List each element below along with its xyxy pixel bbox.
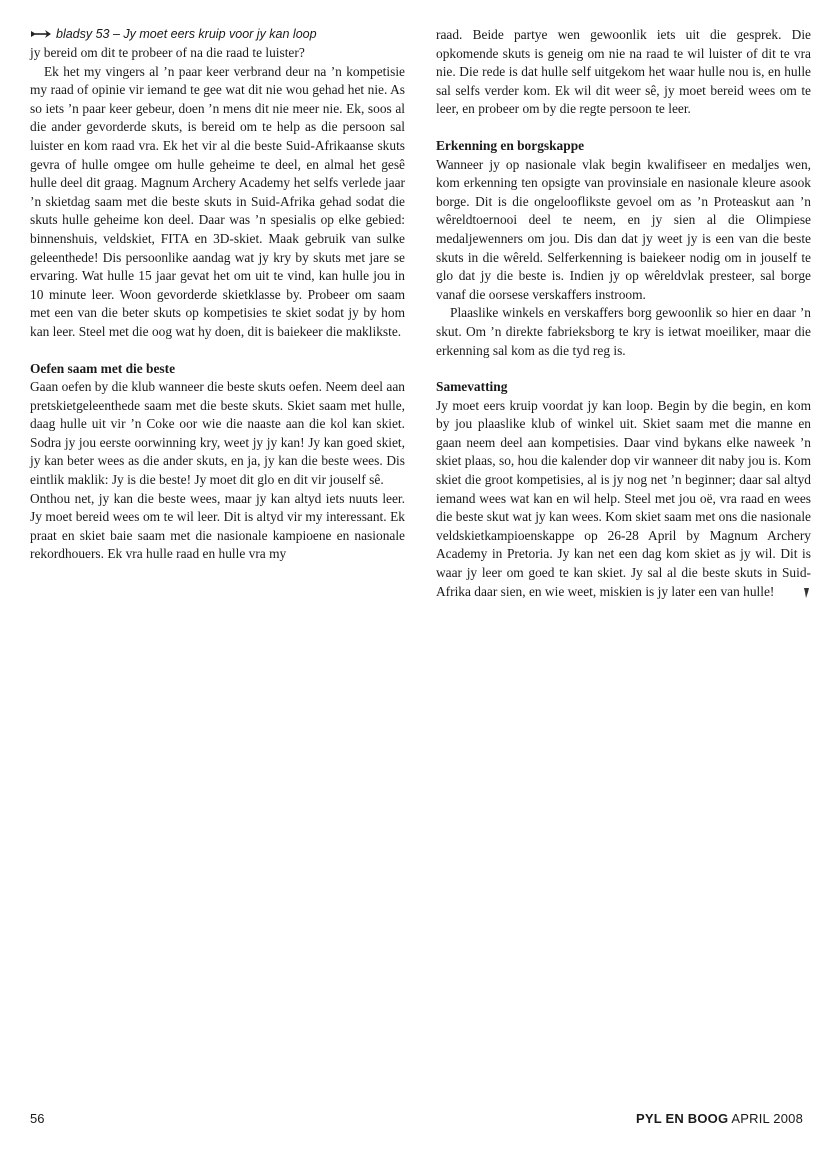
- running-head-text: bladsy 53 – Jy moet eers kruip voor jy kan loop: [56, 27, 317, 41]
- section-heading: Oefen saam met die beste: [30, 360, 176, 376]
- paragraph-text: Jy moet eers kruip voordat jy kan loop. Begin by die begin, en kom by jou plaaslike klub of winkel uit. Skiet saam met die manne en gaan neem deel aan kompetisies. Daar vind bykans elke naweek ’n skiet plaas, so, hou die kalender dop vir wanneer dit naby jou is. Kom skiet die groot kompetisies, al is jy nog net ’n beginner; daar sal altyd iemand wees wat kan en wil help. Steel met jou oë, vra raad en wees die beste skut wat jy kan wees. Kom skiet saam met ons die nasionale veldskietkampioenskappe op 26-28 April by Magnum Archery Academy in Pretoria. Jy kan net een dag kom skiet as jy wil. Dit is waar jy leer om goed te kan skiet. Jy sal al die beste skuts in Suid-Afrika daar sien, en wie weet, miskien is jy later een van hulle!: [436, 397, 811, 599]
- section-heading: Erkenning en borgskappe: [436, 137, 585, 153]
- page-number: 56: [30, 1111, 45, 1126]
- footer-magazine: [636, 1111, 803, 1126]
- paragraph: Wanneer jy op nasionale vlak begin kwalifiseer en medaljes wen, kom erkenning ten opsigte van provinsiale en nasionale kleure asook borge. Dit is die ongelooflikste gevoel om as ’n Proteaskut aan ’n wêreldtoernooi deel te neem, en jy sien al die Olimpiese medaljewenners om jou. Dis dan dat jy weet jy is een van die beste skuts in die wêreld. Selferkenning is baiekeer nodig om in jouself te glo dat jy die beste is. Indien jy op wêreldvlak presteer, sal borge vanaf die oorsese verskaffers instroom.: [436, 156, 811, 302]
- arrow-end-icon: [801, 587, 811, 599]
- running-head: [30, 26, 405, 42]
- issue-date: APRIL 2008: [728, 1111, 803, 1126]
- paragraph: raad. Beide partye wen gewoonlik iets uit die gesprek. Die opkomende skuts is geneig om nie na raad te wil luister of dit te vra nie. Die rede is dat hulle self uitgekom het waar hulle nou is, en hulle sal selfs verder kom. Ek wil dit weer sê, jy moet bereid wees om te leer, en probeer om by die regte persoon te leer.: [436, 27, 811, 117]
- left-column: [30, 26, 405, 564]
- magazine-name: PYL EN BOOG: [636, 1111, 729, 1126]
- paragraph: Ek het my vingers al ’n paar keer verbrand deur na ’n kompetisie my raad of opinie vir iemand te gee wat dit nie wou gehad het nie. As so iets ’n paar keer gebeur, doen ’n mens dit nie meer nie. Ek, soos al die ander gevorderde skuts, is bereid om te help as die persoon sal luister en kom raad vra. Ek het vir al die beste Suid-Afrikaanse skuts gevra of hulle omgee om hulle geheime te deel, en almal het gesê hulle deel dit graag. Magnum Archery Academy het selfs verlede jaar ’n skietdag saam met die beste skuts in Suid-Afrika gehad sodat die skuts hulle geheime kon deel. Daar was ’n spesialis op elke gebied: binnenshuis, veldskiet, FITA en 3D-skiet. Maak gebruik van sulke geleenthede! Dis persoonlike aandag wat jy kry by skuts met jare se ervaring. Wat hulle 15 jaar gevat het om uit te vind, kan hulle jou in 10 minute leer. Woon gevorderde skietklasse by. Probeer om saam met een van die beter skuts op kompetisies te skiet sodat jy by hom kan leer. Steel met die oog wat hy doen, dit is baiekeer die maklikste.: [30, 63, 405, 339]
- arrow-icon: [30, 29, 52, 39]
- paragraph-last: [436, 397, 811, 602]
- paragraph: jy bereid om dit te probeer of na die raad te luister?: [30, 45, 305, 60]
- paragraph: Plaaslike winkels en verskaffers borg gewoonlik so hier en daar ’n skut. Om ’n direkte fabrieksborg te kry is ietwat moeiliker, maar die erkenning sal kom as die tyd reg is.: [436, 305, 811, 358]
- paragraph: Onthou net, jy kan die beste wees, maar jy kan altyd iets nuuts leer. Jy moet bereid wees om te wil leer. Dit is altyd vir my interessant. Ek praat en skiet baie saam met die nasionale kampioene en nasionale rekordhouers. Ek vra hulle raad en hulle vra my: [30, 490, 405, 562]
- section-heading: Samevatting: [436, 379, 508, 395]
- right-column: [436, 26, 811, 601]
- paragraph: Gaan oefen by die klub wanneer die beste skuts oefen. Neem deel aan pretskietgeleenthede saam met die beste skuts. Skiet saam met hulle, daag hulle uit vir ’n Coke oor wie die naaste aan die kol kan skiet. Sodra jy jou eerste oorwinning kry, weet jy jy kan! Jy kan goed skiet, jy kan beter wees as die ander skuts, en ja, jy kan die beste wees. Dis eintlik maklik: Jy is die beste! Jy moet dit glo en dit vir jouself sê.: [30, 379, 405, 488]
